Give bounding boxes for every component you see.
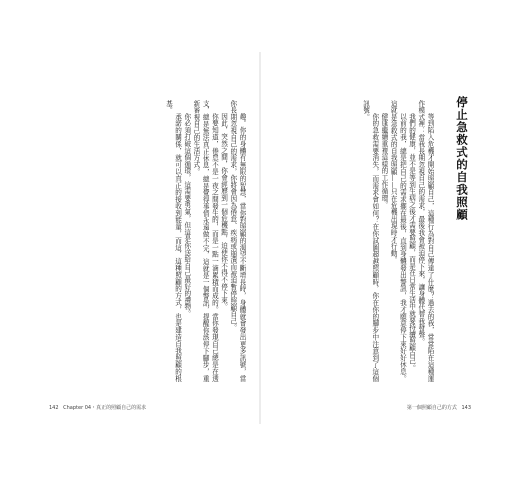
body-paragraph: 承諾的關係，就可以真正的接收到能量，而這，這種照顧的方式，也是建造自我照顧的根基。 [164, 100, 182, 382]
body-paragraph: 趣。你的身體有無限的智慧，當你對照顧的渴望不斷增長時，身體就會發出更多訊號，當你長期忽視自己的需求，你將會因為倦怠、疾病或崩潰而被迫暫停照顧自己。 [228, 100, 246, 382]
body-paragraph: 你必須打破這個循環，這需要勇氣，但這是你送給自己最好的禮物。 [182, 113, 191, 318]
body-paragraph: 等到陷入危機才開始照顧自己，這種行為對自己傳達了什麼？過去的我，常常陷在這種運作模式裡：當我長期忽視自己的需求，最後我會被迫停下來，讓身體代替我發聲。 [416, 100, 434, 382]
body-paragraph: 你要知道，倦怠不是一夜之間發生的，而是一點一滴累積而成的。當你發現自己總是在透支，總是無法真正休息，總是覺得事情永遠做不完，這就是一個警訊，提醒你該停下腳步，重新審視自己的生活方式。 [191, 100, 219, 382]
body-paragraph: 以前的我，總是把自己的需求擺在最後，直到身體發出警訊，我才願意停下來好好休息。這就是急救式的自我照顧——只在危機出現時才行動。 [389, 100, 407, 382]
running-title: Chapter 04・真正的照顧自己的需求 [63, 405, 147, 411]
left-page-footer [46, 404, 146, 411]
left-page-body [48, 100, 246, 382]
running-title: 第一個照顧自己的方式 [406, 405, 457, 411]
book-spread [36, 52, 484, 424]
body-paragraph: 你的急救需要消失，而需求會如何？在你試圖超越照顧時，你在你的腳步中注意到了這個訊號。 [361, 100, 379, 382]
right-page-body [274, 100, 434, 382]
section-heading: 停止急救式的自我照顧 [455, 96, 469, 221]
gutter [259, 52, 261, 424]
right-page-footer [407, 404, 474, 411]
body-paragraph: 因此，突然之間，你會經歷到一個危機點，迫使你不得不停下來。 [219, 113, 228, 311]
right-page [262, 52, 484, 424]
page-number: 143 [461, 405, 471, 411]
body-paragraph: 我們的健康，並不是等到生病之後才需要照顧，而是在日常生活中就要持續照顧自己。 [407, 113, 416, 372]
body-paragraph: 健康繼續重複這樣的工作循環。 [379, 113, 388, 209]
left-page [36, 52, 258, 424]
page-number: 142 [49, 405, 59, 411]
